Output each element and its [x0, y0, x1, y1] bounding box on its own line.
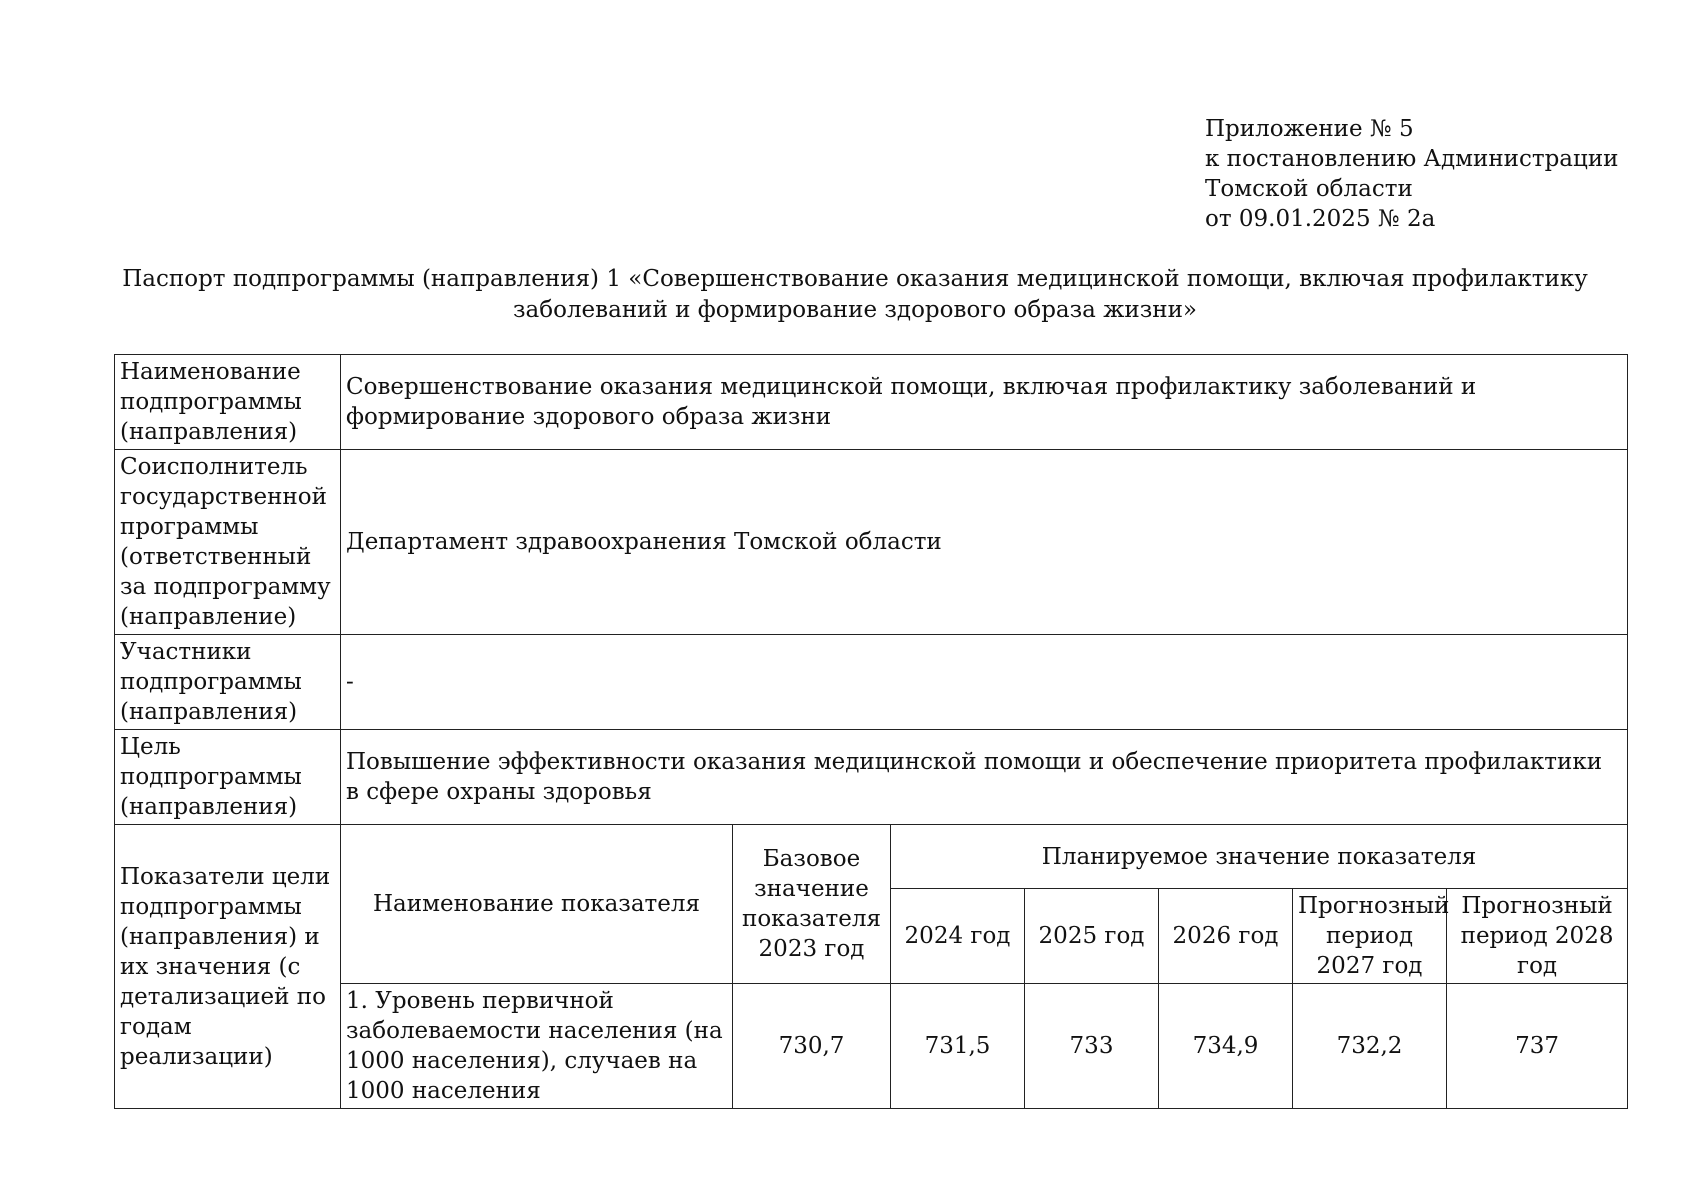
indicator-value: 734,9 — [1159, 984, 1293, 1109]
indicator-value: 731,5 — [891, 984, 1025, 1109]
value-coexecutor: Департамент здравоохранения Томской области — [341, 450, 1628, 635]
indicator-name: 1. Уровень первичной заболеваемости населения (на 1000 населения), случаев на 1000 населения — [341, 984, 733, 1109]
header-year: Прогнозный период 2028 год — [1447, 889, 1628, 984]
header-indicator-name: Наименование показателя — [341, 825, 733, 984]
table-row-coexecutor — [115, 450, 1628, 635]
passport-table — [114, 354, 1628, 1109]
value-name: Совершенствование оказания медицинской помощи, включая профилактику заболеваний и формирование здорового образа жизни — [341, 355, 1628, 450]
header-year: Прогнозный период 2027 год — [1293, 889, 1447, 984]
table-row — [115, 984, 1628, 1109]
header-year: 2026 год — [1159, 889, 1293, 984]
appendix-line-3: Томской области — [1205, 176, 1413, 202]
appendix-line-2: к постановлению Администрации — [1205, 146, 1619, 172]
header-year: 2024 год — [891, 889, 1025, 984]
indicator-value: 733 — [1025, 984, 1159, 1109]
appendix-line-4: от 09.01.2025 № 2а — [1205, 206, 1436, 232]
title-line-1: Паспорт подпрограммы (направления) 1 «Совершенствование оказания медицинской помощи, включая профилактику — [122, 266, 1588, 292]
title-line-2: заболеваний и формирование здорового образа жизни» — [513, 297, 1197, 323]
appendix-block — [1205, 114, 1618, 234]
label-participants: Участники подпрограммы (направления) — [115, 635, 341, 730]
table-row-goal — [115, 730, 1628, 825]
appendix-line-1: Приложение № 5 — [1205, 116, 1414, 142]
document-title — [120, 264, 1590, 326]
indicator-base-value: 730,7 — [733, 984, 891, 1109]
label-coexecutor: Соисполнитель государственной программы (ответственный за подпрограмму (направление) — [115, 450, 341, 635]
label-goal: Цель подпрограммы (направления) — [115, 730, 341, 825]
label-name: Наименование подпрограммы (направления) — [115, 355, 341, 450]
header-planned-value: Планируемое значение показателя — [891, 825, 1628, 889]
label-indicators: Показатели цели подпрограммы (направления) и их значения (с детализацией по годам реализации) — [115, 825, 341, 1109]
value-goal: Повышение эффективности оказания медицинской помощи и обеспечение приоритета профилактики в сфере охраны здоровья — [341, 730, 1628, 825]
indicator-value: 732,2 — [1293, 984, 1447, 1109]
table-row-name — [115, 355, 1628, 450]
table-row-indicators-header — [115, 825, 1628, 889]
table-row-participants — [115, 635, 1628, 730]
indicator-value: 737 — [1447, 984, 1628, 1109]
value-participants: - — [341, 635, 1628, 730]
header-base-value: Базовое значение показателя 2023 год — [733, 825, 891, 984]
header-year: 2025 год — [1025, 889, 1159, 984]
